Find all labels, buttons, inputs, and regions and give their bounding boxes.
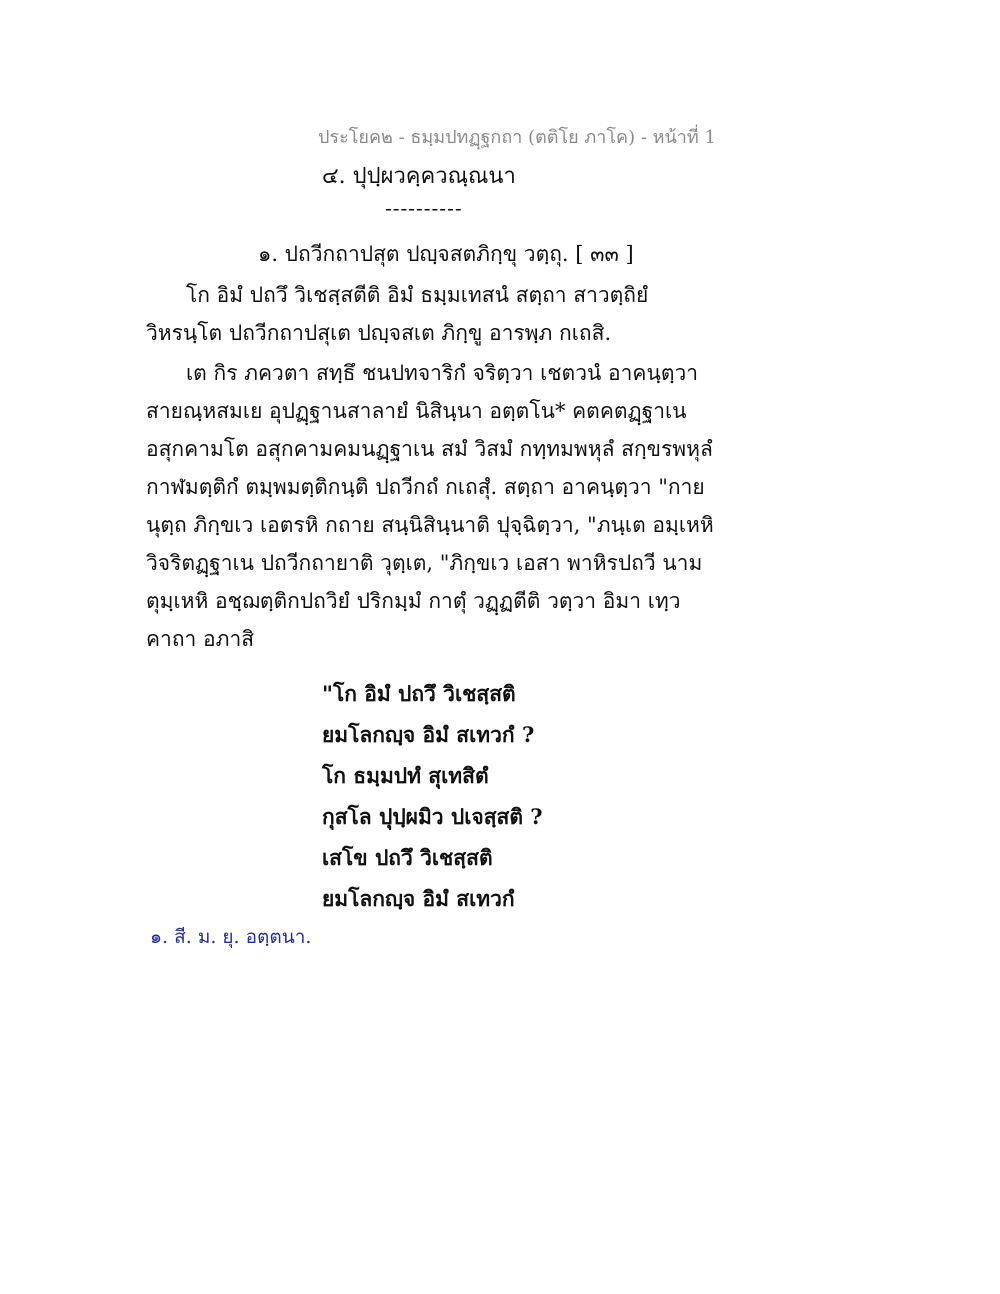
verse-line: ยมโลกญฺจ อิมํ สเทวกํ ? <box>322 722 535 747</box>
paragraph-line: อสุกคามโต อสุกคามคมนฏฺฐาเน สมํ วิสมํ กทฺทมพหุลํ สกฺขรพหุลํ <box>146 437 713 461</box>
paragraph-story <box>146 354 714 658</box>
paragraph-line: เต กิร ภควตา สทฺธึ ชนปทจาริกํ จริตฺวา เชตวนํ อาคนฺตฺวา <box>186 361 699 385</box>
paragraph-line: สายณฺหสมเย อุปฏฺฐานสาลายํ นิสินฺนา อตฺตโน* คตคตฏฺฐาเน <box>146 399 687 423</box>
page-header: ประโยค๒ - ธมฺมปทฏฺฐกถา (ตติโย ภาโค) - หน้าที่ 1 <box>318 127 716 148</box>
chapter-title: ๔. ปุปฺผวคฺควณฺณนา <box>322 164 516 189</box>
verse-block <box>322 673 543 919</box>
paragraph-line: คาถา อภาสิ <box>146 627 255 651</box>
paragraph-line: นุตฺถ ภิกฺขเว เอตรหิ กถาย สนฺนิสินฺนาติ ปุจฺฉิตฺวา, "ภนฺเต อมฺเหหิ <box>146 513 714 537</box>
paragraph-line: ตุมฺเหหิ อชฺฌตฺติกปถวิยํ ปริกมฺมํ กาตุํ วฏฺฏตีติ วตฺวา อิมา เทฺว <box>146 589 681 613</box>
paragraph-line: กาฬมตฺติกํ ตมฺพมตฺติกนฺติ ปถวีกถํ กเถสุํ. สตฺถา อาคนฺตฺวา "กาย <box>146 475 705 499</box>
paragraph-line: วิจริตฏฺฐาเน ปถวีกถายาติ วุตฺเต, "ภิกฺขเว เอสา พาหิรปถวี นาม <box>146 551 703 575</box>
verse-line: ยมโลกญฺจ อิมํ สเทวกํ <box>322 886 515 911</box>
paragraph-intro <box>146 276 706 352</box>
paragraph-line: วิหรนฺโต ปถวีกถาปสุเต ปญฺจสเต ภิกฺขู อารพฺภ กเถสิ. <box>146 321 612 345</box>
footnote: ๑. สี. ม. ยุ. อตฺตนา. <box>150 926 312 948</box>
verse-line: โก ธมฺมปทํ สุเทสิตํ <box>322 763 489 788</box>
story-title: ๑. ปถวีกถาปสุต ปญฺจสตภิกฺขุ วตฺถุ. [ ๓๓ ] <box>258 242 634 266</box>
verse-line: กุสโล ปุปฺผมิว ปเจสฺสติ ? <box>322 804 543 829</box>
verse-line: เสโข ปถวึ วิเชสฺสติ <box>322 845 493 870</box>
section-divider: ---------- <box>385 196 463 220</box>
paragraph-line: โก อิมํ ปถวึ วิเชสฺสตีติ อิมํ ธมฺมเทสนํ สตฺถา สาวตฺถิยํ <box>186 283 649 307</box>
verse-line: "โก อิมํ ปถวึ วิเชสฺสติ <box>322 681 516 706</box>
